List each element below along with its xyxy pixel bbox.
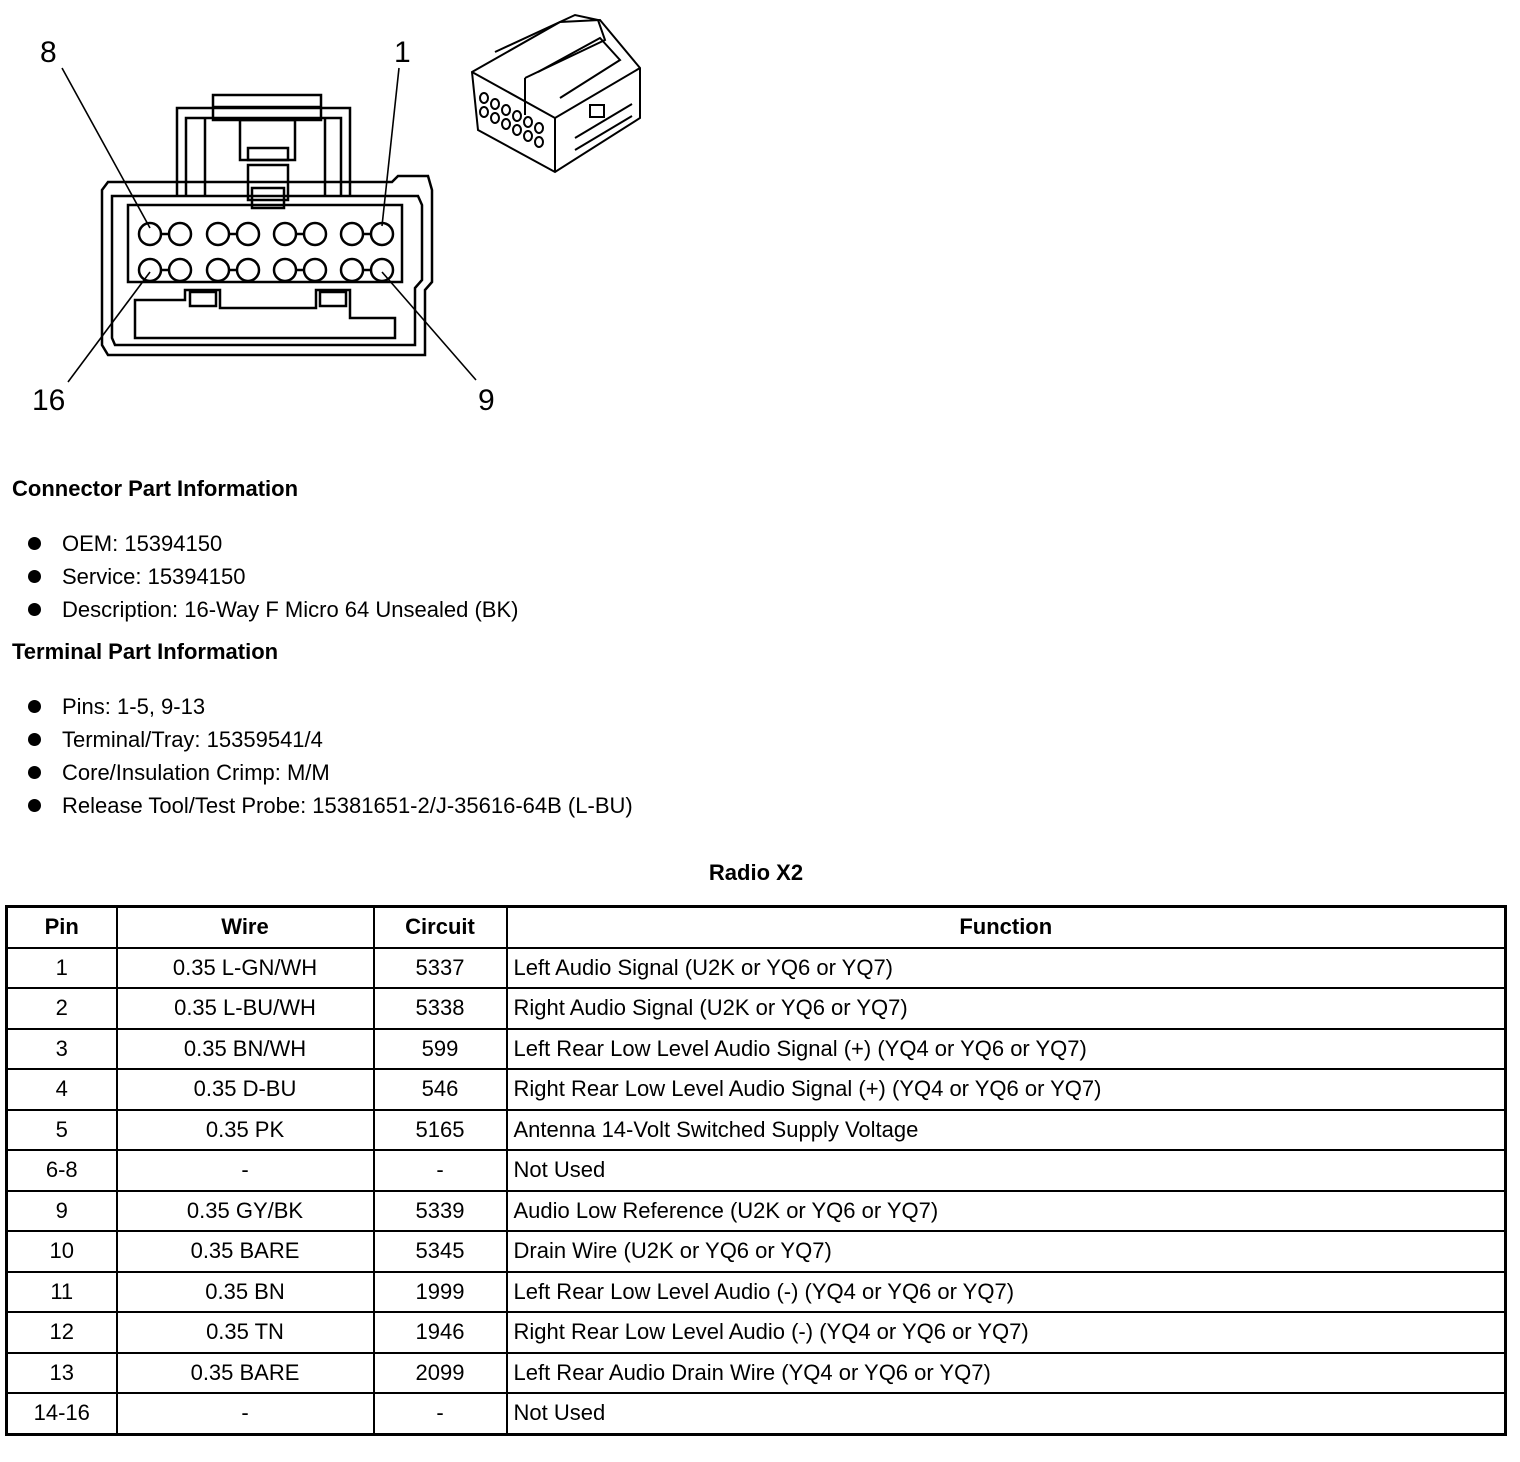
cell-pin: 10 — [7, 1231, 117, 1272]
table-row — [7, 948, 1506, 989]
bullet-icon — [28, 733, 41, 746]
cell-circuit: 5338 — [374, 988, 507, 1029]
terminal-cavity — [237, 223, 259, 245]
terminal-cavity — [274, 259, 296, 281]
terminal-cavity — [274, 223, 296, 245]
iso-cavity — [491, 113, 499, 123]
terminal-cavity — [207, 259, 229, 281]
header-pin: Pin — [7, 907, 117, 948]
cell-function: Right Audio Signal (U2K or YQ6 or YQ7) — [507, 988, 1506, 1029]
cell-wire: 0.35 BARE — [117, 1231, 374, 1272]
list-item: OEM: 15394150 — [28, 527, 518, 560]
list-item: Service: 15394150 — [28, 560, 518, 593]
cell-wire: 0.35 D-BU — [117, 1069, 374, 1110]
cell-wire: - — [117, 1150, 374, 1191]
iso-cavity — [480, 93, 488, 103]
table-body — [7, 948, 1506, 1435]
callout-pin-16: 16 — [32, 384, 66, 417]
cell-circuit: 5345 — [374, 1231, 507, 1272]
cell-pin: 5 — [7, 1110, 117, 1151]
bullet-icon — [28, 766, 41, 779]
table-row — [7, 1110, 1506, 1151]
cell-pin: 11 — [7, 1272, 117, 1313]
cell-circuit: 5165 — [374, 1110, 507, 1151]
table-row — [7, 1353, 1506, 1394]
table-row — [7, 1191, 1506, 1232]
cell-pin: 13 — [7, 1353, 117, 1394]
terminal-cavity — [237, 259, 259, 281]
table-header-row — [7, 907, 1506, 948]
cell-circuit: - — [374, 1150, 507, 1191]
terminal-cavity — [207, 223, 229, 245]
terminal-cavity — [169, 223, 191, 245]
cell-pin: 3 — [7, 1029, 117, 1070]
table-row — [7, 1312, 1506, 1353]
bullet-icon — [28, 700, 41, 713]
iso-cavity — [524, 117, 532, 127]
table-row — [7, 1393, 1506, 1434]
cell-pin: 14-16 — [7, 1393, 117, 1434]
iso-cavity — [491, 99, 499, 109]
bullet-icon — [28, 537, 41, 550]
cell-function: Right Rear Low Level Audio Signal (+) (YQ4 or YQ6 or YQ7) — [507, 1069, 1506, 1110]
table-title: Radio X2 — [708, 860, 804, 885]
header-circuit: Circuit — [374, 907, 507, 948]
cell-function: Drain Wire (U2K or YQ6 or YQ7) — [507, 1231, 1506, 1272]
iso-cavity — [535, 137, 543, 147]
cell-wire: 0.35 BARE — [117, 1353, 374, 1394]
connector-part-info-heading: Connector Part Information — [12, 476, 299, 501]
terminal-cavity — [341, 223, 363, 245]
cell-wire: - — [117, 1393, 374, 1434]
table-row — [7, 1231, 1506, 1272]
terminal-cavity — [371, 259, 393, 281]
connector-latch-top — [213, 95, 321, 107]
cell-wire: 0.35 TN — [117, 1312, 374, 1353]
cell-wire: 0.35 BN/WH — [117, 1029, 374, 1070]
list-item: Terminal/Tray: 15359541/4 — [28, 723, 633, 756]
connector-part-info-list — [28, 527, 518, 626]
iso-cavity — [480, 107, 488, 117]
terminal-cavity — [304, 223, 326, 245]
callout-pin-9: 9 — [478, 384, 495, 417]
callout-pin-1: 1 — [394, 36, 411, 69]
cell-circuit: 1999 — [374, 1272, 507, 1313]
bullet-icon — [28, 570, 41, 583]
cell-function: Left Audio Signal (U2K or YQ6 or YQ7) — [507, 948, 1506, 989]
cell-circuit: 2099 — [374, 1353, 507, 1394]
list-item: Pins: 1-5, 9-13 — [28, 690, 633, 723]
table-row — [7, 1272, 1506, 1313]
callout-pin-8: 8 — [40, 36, 57, 69]
table-row — [7, 1029, 1506, 1070]
cell-wire: 0.35 BN — [117, 1272, 374, 1313]
cell-function: Not Used — [507, 1150, 1506, 1191]
terminal-cavity — [371, 223, 393, 245]
cell-function: Not Used — [507, 1393, 1506, 1434]
header-wire: Wire — [117, 907, 374, 948]
terminal-cavity — [169, 259, 191, 281]
cell-circuit: 5337 — [374, 948, 507, 989]
cell-pin: 9 — [7, 1191, 117, 1232]
table-row — [7, 1150, 1506, 1191]
terminal-cavity — [304, 259, 326, 281]
cell-function: Audio Low Reference (U2K or YQ6 or YQ7) — [507, 1191, 1506, 1232]
cell-function: Right Rear Low Level Audio (-) (YQ4 or YQ6 or YQ7) — [507, 1312, 1506, 1353]
terminal-cavity — [341, 259, 363, 281]
terminal-cavity — [139, 223, 161, 245]
cell-function: Antenna 14-Volt Switched Supply Voltage — [507, 1110, 1506, 1151]
bullet-icon — [28, 799, 41, 812]
cell-circuit: 1946 — [374, 1312, 507, 1353]
iso-cavity — [502, 119, 510, 129]
iso-cavity — [513, 125, 521, 135]
cell-pin: 4 — [7, 1069, 117, 1110]
cell-function: Left Rear Low Level Audio (-) (YQ4 or YQ6 or YQ7) — [507, 1272, 1506, 1313]
cell-pin: 6-8 — [7, 1150, 117, 1191]
cell-wire: 0.35 L-GN/WH — [117, 948, 374, 989]
cell-pin: 12 — [7, 1312, 117, 1353]
header-function: Function — [507, 907, 1506, 948]
cell-pin: 1 — [7, 948, 117, 989]
cell-circuit: 599 — [374, 1029, 507, 1070]
terminal-cavity — [139, 259, 161, 281]
pinout-table — [5, 905, 1507, 1436]
cell-circuit: 5339 — [374, 1191, 507, 1232]
cell-wire: 0.35 PK — [117, 1110, 374, 1151]
bullet-icon — [28, 603, 41, 616]
cell-function: Left Rear Low Level Audio Signal (+) (YQ4 or YQ6 or YQ7) — [507, 1029, 1506, 1070]
cell-pin: 2 — [7, 988, 117, 1029]
iso-cavity — [513, 111, 521, 121]
connector-isometric-view — [472, 15, 640, 172]
terminal-part-info-list — [28, 690, 633, 822]
cell-circuit: 546 — [374, 1069, 507, 1110]
cell-circuit: - — [374, 1393, 507, 1434]
table-row — [7, 1069, 1506, 1110]
connector-cavities — [139, 223, 393, 281]
list-item: Release Tool/Test Probe: 15381651-2/J-35616-64B (L-BU) — [28, 789, 633, 822]
iso-cavity — [524, 131, 532, 141]
connector-diagram — [0, 0, 700, 440]
table-row — [7, 988, 1506, 1029]
cell-wire: 0.35 GY/BK — [117, 1191, 374, 1232]
iso-cavity — [502, 105, 510, 115]
cell-function: Left Rear Audio Drain Wire (YQ4 or YQ6 or YQ7) — [507, 1353, 1506, 1394]
terminal-part-info-heading: Terminal Part Information — [12, 639, 279, 664]
list-item: Description: 16-Way F Micro 64 Unsealed (BK) — [28, 593, 518, 626]
iso-cavity — [535, 123, 543, 133]
cell-wire: 0.35 L-BU/WH — [117, 988, 374, 1029]
list-item: Core/Insulation Crimp: M/M — [28, 756, 633, 789]
